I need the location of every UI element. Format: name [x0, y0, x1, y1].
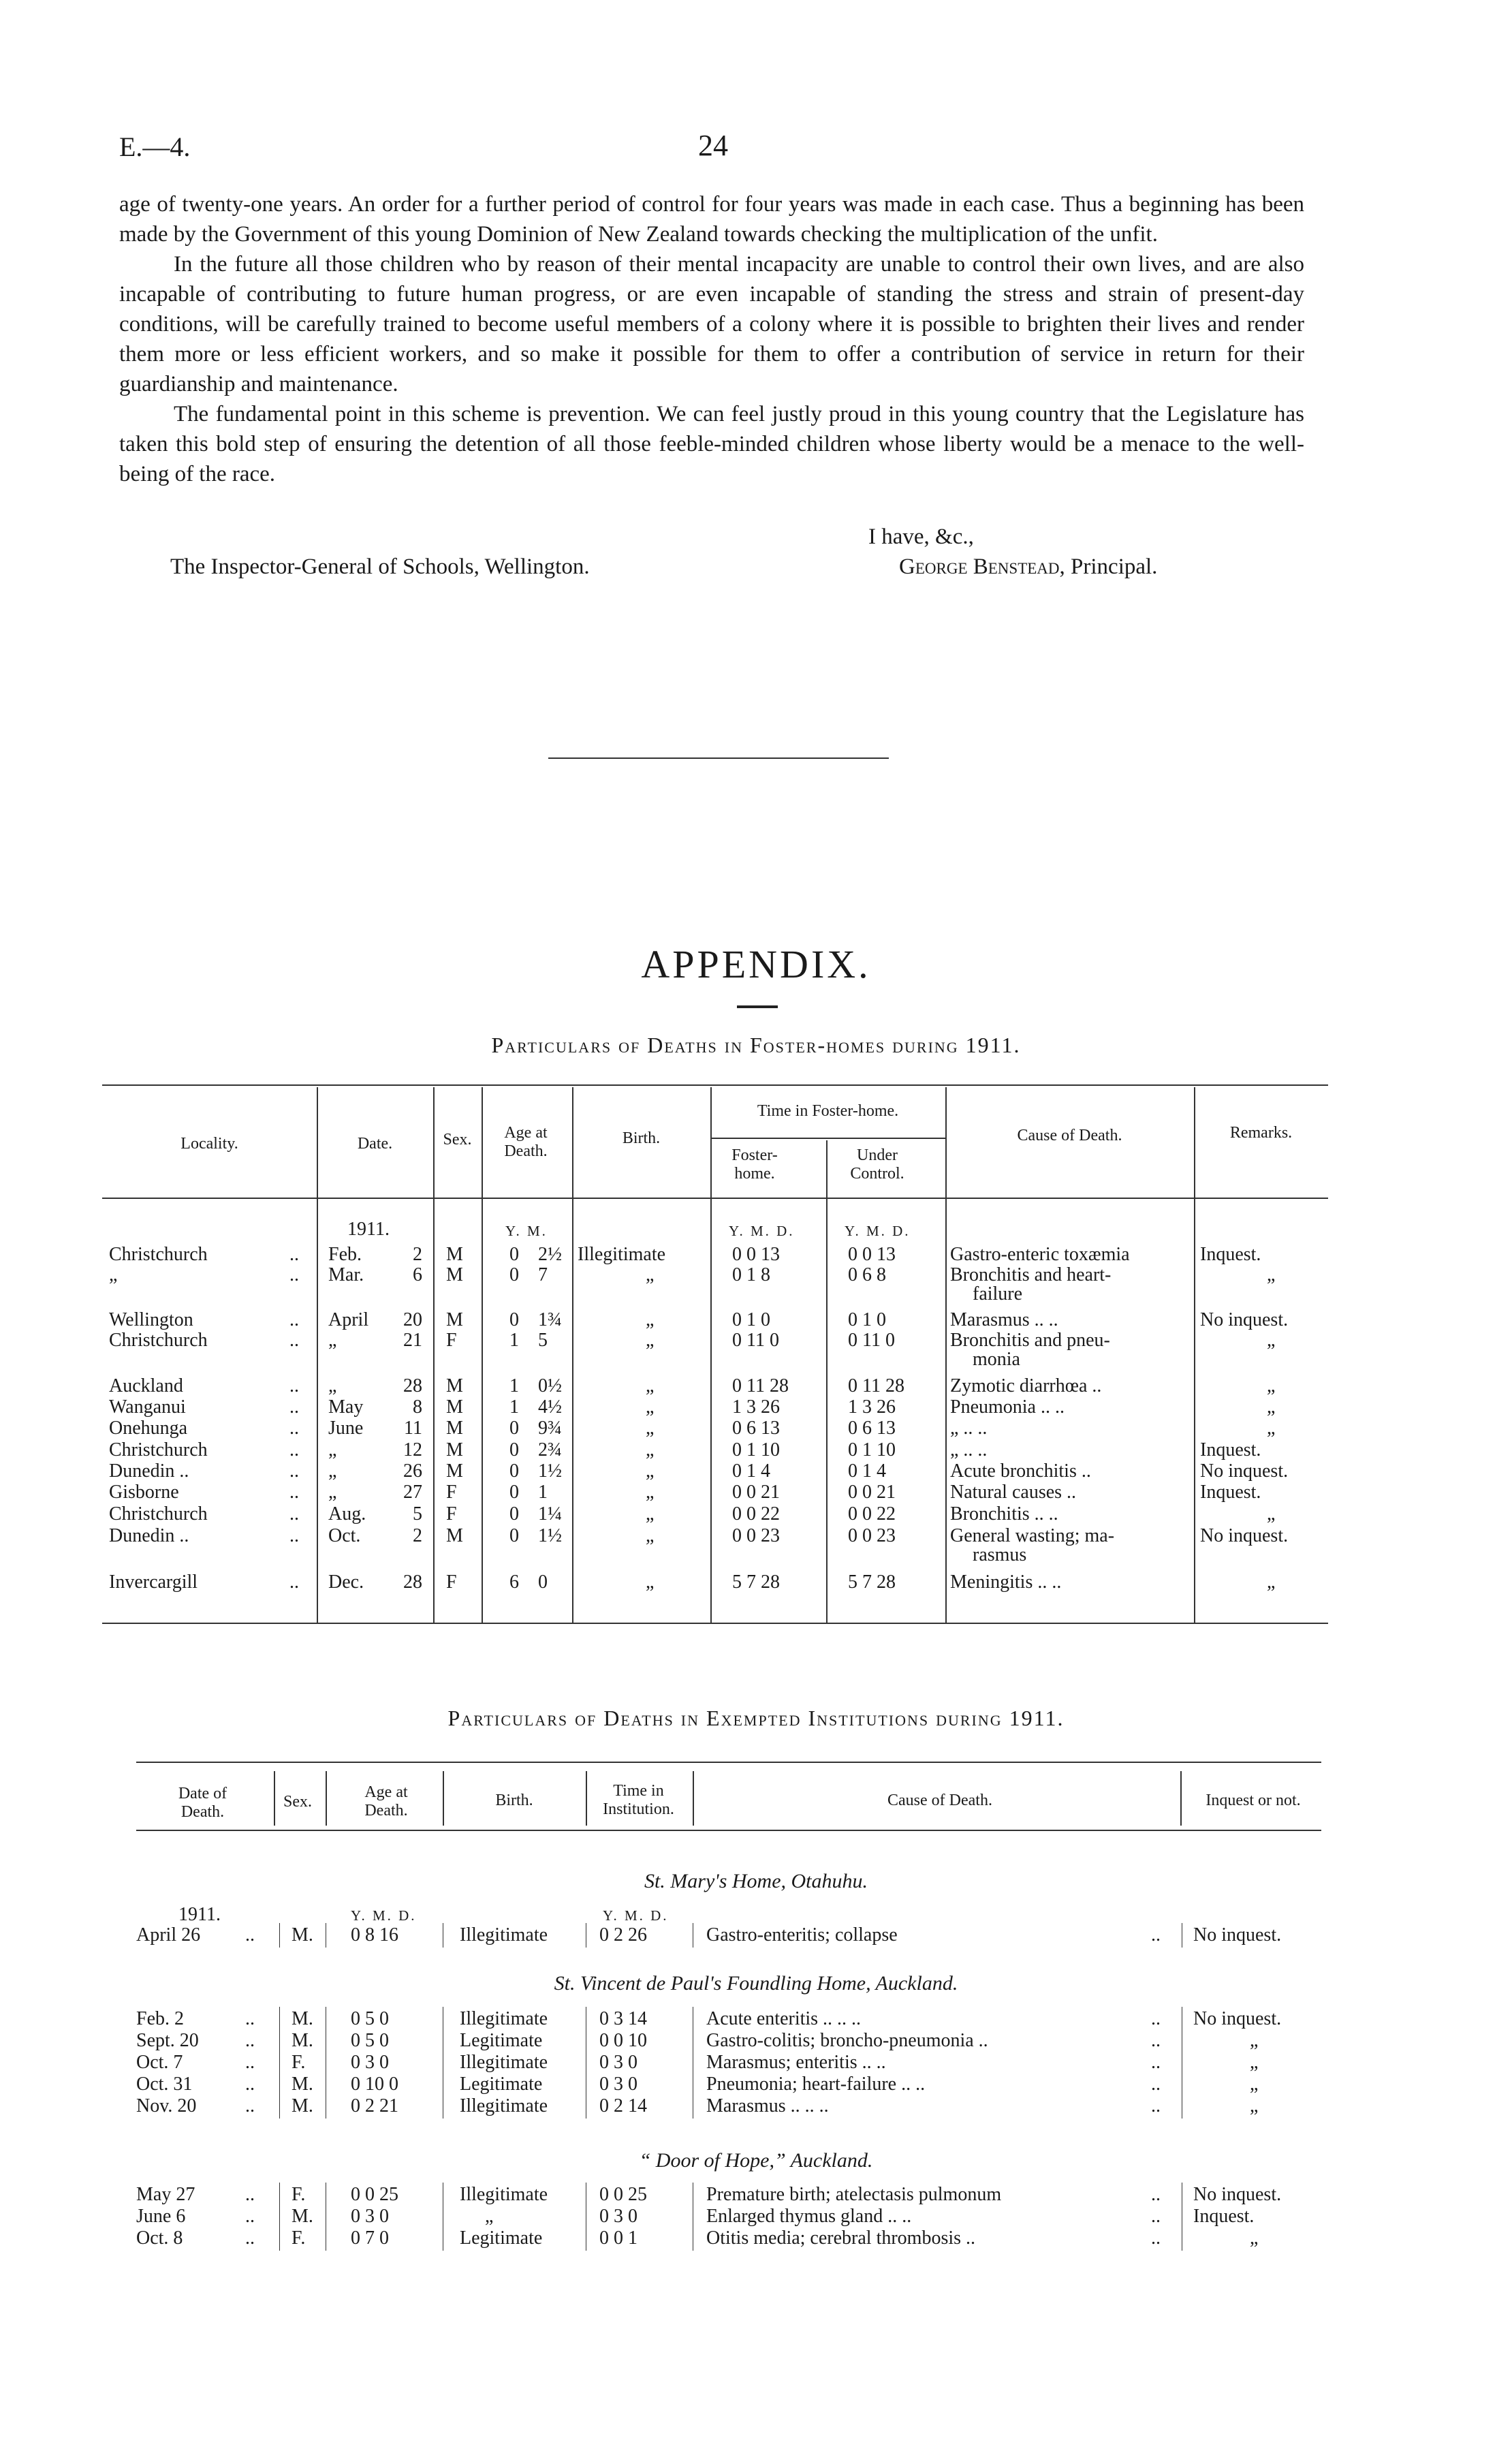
row-dots: ..	[289, 1503, 299, 1525]
row-sex: M.	[292, 2206, 313, 2227]
signature-name: George Benstead	[899, 554, 1060, 579]
row-age-months: 1¾	[538, 1309, 562, 1330]
section-heading: “ Door of Hope,” Auckland.	[639, 2149, 873, 2172]
row-birth: „	[646, 1375, 655, 1396]
row-foster-time: 0 0 13	[732, 1244, 780, 1265]
row-remarks: „	[1267, 1503, 1276, 1525]
table2-header-birth: Birth.	[495, 1792, 533, 1809]
table2-col-divider	[274, 1771, 275, 1826]
row-birth: „	[646, 1503, 655, 1525]
row-day: 2	[413, 1525, 422, 1546]
row-age: 0 10 0	[351, 2074, 398, 2095]
closing: I have, &c.,	[868, 525, 974, 549]
row-month: „	[328, 1482, 337, 1503]
row-date: Nov. 20	[136, 2095, 197, 2116]
table2-col-divider	[586, 1771, 587, 1826]
row-dots: ..	[245, 2052, 255, 2073]
row-birth: Legitimate	[460, 2228, 543, 2249]
row-day: 28	[403, 1572, 422, 1593]
series-label: E.—4.	[119, 131, 191, 162]
row-cause: Bronchitis and pneu-	[950, 1330, 1110, 1351]
table2-header-rule	[136, 1830, 1321, 1831]
row-day: 28	[403, 1375, 422, 1396]
row-locality: Auckland	[109, 1375, 183, 1396]
row-inquest: „	[1250, 2228, 1259, 2249]
row-age-years: 1	[509, 1375, 519, 1396]
row-age-years: 1	[509, 1396, 519, 1418]
table2-col-divider	[1180, 1771, 1182, 1826]
row-time: 0 2 14	[599, 2095, 647, 2116]
row-inquest: No inquest.	[1193, 2008, 1282, 2029]
row-inquest: No inquest.	[1193, 2184, 1282, 2205]
appendix-title: APPENDIX.	[641, 942, 871, 986]
paragraph-1: age of twenty-one years. An order for a further period of control for four years was made in each case. Thus a beginning has been made by the Government of this young Dominion of New Zealand towards checking the multiplication of the unfit.	[119, 192, 1304, 247]
row-locality: Wellington	[109, 1309, 193, 1330]
row-birth: „	[646, 1330, 655, 1351]
paragraph-3: The fundamental point in this scheme is prevention. We can feel justly proud in this young country that the Legislature has taken this bold step of ensuring the detention of all those feeble-minded children whose liberty would be a menace to the well-being of the race.	[119, 402, 1304, 486]
row-cause: General wasting; ma-	[950, 1525, 1115, 1546]
row-age-years: 6	[509, 1572, 519, 1593]
table2-header-date: Date of Death.	[178, 1785, 227, 1821]
table2-col-divider	[443, 1771, 444, 1826]
section-time-units: Y. M. D.	[603, 1907, 669, 1924]
row-inquest: „	[1250, 2095, 1259, 2116]
section-age-units: Y. M. D.	[351, 1907, 417, 1924]
row-time: 0 3 0	[599, 2074, 637, 2095]
row-birth: Illegitimate	[460, 2184, 548, 2205]
row-dots: ..	[1151, 2052, 1161, 2073]
row-birth: Illegitimate	[460, 2052, 548, 2073]
row-locality: Onehunga	[109, 1418, 188, 1439]
row-birth: „	[646, 1396, 655, 1418]
row-cause: Pneumonia; heart-failure .. ..	[706, 2074, 926, 2095]
row-dots: ..	[289, 1375, 299, 1396]
table1-header-time: Time in Foster-home.	[757, 1102, 899, 1120]
row-control-time: 0 0 21	[848, 1482, 896, 1503]
table1-header-sex: Sex.	[443, 1131, 472, 1148]
row-month: May	[328, 1396, 364, 1418]
row-age: 0 3 0	[351, 2206, 389, 2227]
table2-title: Particulars of Deaths in Exempted Institutions during 1911.	[447, 1706, 1065, 1730]
row-day: 5	[413, 1503, 422, 1525]
row-month: Aug.	[328, 1503, 366, 1525]
row-sex: F	[446, 1572, 457, 1593]
row-birth: „	[646, 1418, 655, 1439]
row-inquest: No inquest.	[1193, 1924, 1282, 1945]
table2-header-inquest: Inquest or not.	[1206, 1792, 1301, 1809]
row-birth: „	[646, 1460, 655, 1482]
row-cause: Gastro-enteritis; collapse	[706, 1924, 898, 1945]
row-birth: Illegitimate	[460, 2095, 548, 2116]
row-time: 0 0 10	[599, 2030, 647, 2051]
row-inquest: „	[1250, 2052, 1259, 2073]
row-cause: Natural causes ..	[950, 1482, 1077, 1503]
row-remarks: „	[1267, 1264, 1276, 1285]
row-month: „	[328, 1439, 337, 1460]
row-remarks: No inquest.	[1200, 1460, 1289, 1482]
row-foster-time: 0 1 8	[732, 1264, 770, 1285]
table1-title: Particulars of Deaths in Foster-homes during 1911.	[491, 1033, 1021, 1057]
row-dots: ..	[245, 2074, 255, 2095]
row-month: Dec.	[328, 1572, 364, 1593]
row-cause: Meningitis .. ..	[950, 1572, 1062, 1593]
table2-row-divider	[279, 1923, 280, 1948]
row-age-years: 0	[509, 1418, 519, 1439]
row-cause: Acute bronchitis ..	[950, 1460, 1091, 1482]
row-sex: M.	[292, 2095, 313, 2116]
row-time: 0 3 0	[599, 2052, 637, 2073]
row-control-time: 1 3 26	[848, 1396, 896, 1418]
row-dots: ..	[245, 2206, 255, 2227]
row-date: Oct. 7	[136, 2052, 183, 2073]
row-month: „	[328, 1460, 337, 1482]
row-foster-time: 0 1 0	[732, 1309, 770, 1330]
row-birth: Illegitimate	[460, 2008, 548, 2029]
row-age-months: 2½	[538, 1244, 562, 1265]
row-age-months: 9¾	[538, 1418, 562, 1439]
row-age-months: 1½	[538, 1460, 562, 1482]
row-dots: ..	[289, 1525, 299, 1546]
row-age-years: 0	[509, 1244, 519, 1265]
row-day: 6	[413, 1264, 422, 1285]
row-dots: ..	[289, 1439, 299, 1460]
row-dots: ..	[245, 1924, 255, 1945]
row-remarks: Inquest.	[1200, 1482, 1261, 1503]
row-dots: ..	[1151, 2074, 1161, 2095]
row-dots: ..	[1151, 2030, 1161, 2051]
row-date: Sept. 20	[136, 2030, 199, 2051]
table1-age-units: Y. M.	[505, 1223, 548, 1239]
row-cause: Marasmus .. ..	[950, 1309, 1058, 1330]
table1-header-cause: Cause of Death.	[1017, 1127, 1122, 1144]
table1-header-birth: Birth.	[622, 1129, 661, 1147]
row-control-time: 0 11 28	[848, 1375, 904, 1396]
row-sex: M	[446, 1525, 463, 1546]
row-time: 0 2 26	[599, 1924, 647, 1945]
row-dots: ..	[1151, 2206, 1161, 2227]
row-age-years: 0	[509, 1309, 519, 1330]
section-year: 1911.	[178, 1904, 221, 1925]
table2-row-divider	[279, 2183, 280, 2251]
row-cause: Marasmus .. .. ..	[706, 2095, 829, 2116]
row-dots: ..	[245, 2030, 255, 2051]
row-inquest: Inquest.	[1193, 2206, 1255, 2227]
row-sex: F	[446, 1482, 457, 1503]
row-cause: Enlarged thymus gland .. ..	[706, 2206, 912, 2227]
row-day: 27	[403, 1482, 422, 1503]
table2-row-divider	[279, 2007, 280, 2119]
addressee: The Inspector-General of Schools, Wellington.	[170, 554, 590, 579]
row-date: Feb. 2	[136, 2008, 184, 2029]
row-sex: F.	[292, 2184, 306, 2205]
row-control-time: 0 0 22	[848, 1503, 896, 1525]
row-cause: „ .. ..	[950, 1439, 988, 1460]
row-remarks: „	[1267, 1375, 1276, 1396]
row-control-time: 0 0 13	[848, 1244, 896, 1265]
row-dots: ..	[289, 1572, 299, 1593]
row-birth: „	[485, 2206, 494, 2227]
row-day: 20	[403, 1309, 422, 1330]
row-birth: Legitimate	[460, 2030, 543, 2051]
row-locality: Christchurch	[109, 1439, 208, 1460]
row-dots: ..	[1151, 2228, 1161, 2249]
row-birth: „	[646, 1309, 655, 1330]
row-birth: Legitimate	[460, 2074, 543, 2095]
row-day: 8	[413, 1396, 422, 1418]
table2-header-sex: Sex.	[283, 1793, 312, 1811]
row-sex: M.	[292, 2074, 313, 2095]
row-age-months: 1½	[538, 1525, 562, 1546]
row-date: Oct. 8	[136, 2228, 183, 2249]
row-foster-time: 0 11 28	[732, 1375, 789, 1396]
row-cause: „ .. ..	[950, 1418, 988, 1439]
row-control-time: 0 6 8	[848, 1264, 886, 1285]
row-age-months: 2¾	[538, 1439, 562, 1460]
row-cause: Bronchitis and heart-	[950, 1264, 1112, 1285]
row-sex: M	[446, 1418, 463, 1439]
row-age-months: 1	[538, 1482, 548, 1503]
row-month: Mar.	[328, 1264, 364, 1285]
row-sex: M	[446, 1439, 463, 1460]
row-cause: Otitis media; cerebral thrombosis ..	[706, 2228, 976, 2249]
row-sex: M	[446, 1264, 463, 1285]
row-age: 0 5 0	[351, 2030, 389, 2051]
row-control-time: 0 0 23	[848, 1525, 896, 1546]
table1-under-units: Y. M. D.	[845, 1223, 911, 1239]
row-sex: M	[446, 1396, 463, 1418]
row-dots: ..	[289, 1396, 299, 1418]
row-sex: M	[446, 1460, 463, 1482]
row-day: 26	[403, 1460, 422, 1482]
row-cause: Pneumonia .. ..	[950, 1396, 1065, 1418]
row-birth: Illegitimate	[460, 1924, 548, 1945]
row-time: 0 3 14	[599, 2008, 647, 2029]
row-month: April	[328, 1309, 369, 1330]
row-birth: „	[646, 1439, 655, 1460]
row-dots: ..	[289, 1264, 299, 1285]
row-age-months: 7	[538, 1264, 548, 1285]
row-dots: ..	[1151, 2095, 1161, 2116]
row-remarks: Inquest.	[1200, 1439, 1261, 1460]
row-time: 0 3 0	[599, 2206, 637, 2227]
row-age: 0 7 0	[351, 2228, 389, 2249]
row-day: 11	[404, 1418, 422, 1439]
row-dots: ..	[289, 1482, 299, 1503]
row-foster-time: 0 1 10	[732, 1439, 780, 1460]
row-sex: M	[446, 1309, 463, 1330]
row-date: May 27	[136, 2184, 195, 2205]
row-foster-time: 0 6 13	[732, 1418, 780, 1439]
table1-header-foster: Foster-home.	[731, 1146, 778, 1183]
row-foster-time: 0 11 0	[732, 1330, 779, 1351]
row-sex: F.	[292, 2052, 306, 2073]
row-age-years: 1	[509, 1330, 519, 1351]
row-age-months: 0	[538, 1572, 548, 1593]
table1-header-under: Under Control.	[850, 1146, 904, 1183]
row-birth: „	[646, 1482, 655, 1503]
table2-col-divider	[326, 1771, 327, 1826]
row-inquest: „	[1250, 2074, 1259, 2095]
row-locality: Wanganui	[109, 1396, 186, 1418]
row-age-months: 1¼	[538, 1503, 562, 1525]
row-foster-time: 0 0 23	[732, 1525, 780, 1546]
row-age-years: 0	[509, 1439, 519, 1460]
row-cause-cont: monia	[973, 1349, 1020, 1370]
row-age: 0 8 16	[351, 1924, 398, 1945]
row-cause: Premature birth; atelectasis pulmonum	[706, 2184, 1002, 2205]
row-dots: ..	[1151, 2184, 1161, 2205]
section-heading: St. Mary's Home, Otahuhu.	[644, 1870, 868, 1892]
row-foster-time: 0 0 22	[732, 1503, 780, 1525]
row-dots: ..	[289, 1330, 299, 1351]
row-foster-time: 0 0 21	[732, 1482, 780, 1503]
row-sex: M.	[292, 2008, 313, 2029]
row-foster-time: 1 3 26	[732, 1396, 780, 1418]
table2-top-rule	[136, 1762, 1321, 1763]
row-birth: „	[646, 1525, 655, 1546]
row-control-time: 5 7 28	[848, 1572, 896, 1593]
row-locality: Christchurch	[109, 1503, 208, 1525]
paragraph-2: In the future all those children who by reason of their mental incapacity are unable to control their own lives, and are also incapable of contributing to future human progress, or are even incapable of standing the stress and strain of present-day conditions, will be carefully trained to become useful members of a colony where it is possible to brighten their lives and render them more or less efficient workers, and so make it possible for them to offer a contribution of service in return for their guardianship and maintenance.	[119, 252, 1304, 396]
row-day: 2	[413, 1244, 422, 1265]
row-dots: ..	[245, 2228, 255, 2249]
row-locality: Christchurch	[109, 1330, 208, 1351]
row-dots: ..	[289, 1418, 299, 1439]
row-remarks: Inquest.	[1200, 1244, 1261, 1265]
row-dots: ..	[245, 2095, 255, 2116]
row-day: 21	[403, 1330, 422, 1351]
row-age-years: 0	[509, 1503, 519, 1525]
row-sex: F	[446, 1330, 457, 1351]
row-control-time: 0 1 4	[848, 1460, 886, 1482]
row-age: 0 3 0	[351, 2052, 389, 2073]
row-inquest: „	[1250, 2030, 1259, 2051]
row-remarks: No inquest.	[1200, 1309, 1289, 1330]
row-sex: F	[446, 1503, 457, 1525]
row-month: „	[328, 1375, 337, 1396]
row-locality: Christchurch	[109, 1244, 208, 1265]
row-age: 0 2 21	[351, 2095, 398, 2116]
row-cause: Acute enteritis .. .. ..	[706, 2008, 862, 2029]
row-month: June	[328, 1418, 364, 1439]
row-control-time: 0 11 0	[848, 1330, 895, 1351]
row-remarks: No inquest.	[1200, 1525, 1289, 1546]
page-number: 24	[698, 129, 728, 162]
row-time: 0 0 25	[599, 2184, 647, 2205]
row-month: „	[328, 1330, 337, 1351]
row-sex: M.	[292, 2030, 313, 2051]
row-cause: Marasmus; enteritis .. ..	[706, 2052, 886, 2073]
row-control-time: 0 1 10	[848, 1439, 896, 1460]
row-cause: Gastro-enteric toxæmia	[950, 1244, 1130, 1265]
row-sex: M	[446, 1375, 463, 1396]
signature-title: , Principal.	[1059, 554, 1158, 579]
row-remarks: „	[1267, 1396, 1276, 1418]
row-dots: ..	[289, 1244, 299, 1265]
row-date: June 6	[136, 2206, 186, 2227]
row-control-time: 0 1 0	[848, 1309, 886, 1330]
table1-header-locality: Locality.	[180, 1135, 238, 1153]
row-locality: Dunedin ..	[109, 1460, 189, 1482]
table1-header-age: Age at Death.	[504, 1124, 548, 1160]
row-age-years: 0	[509, 1264, 519, 1285]
row-dots: ..	[1151, 1924, 1161, 1945]
row-age: 0 0 25	[351, 2184, 398, 2205]
row-age-years: 0	[509, 1525, 519, 1546]
row-cause: Gastro-colitis; broncho-pneumonia ..	[706, 2030, 988, 2051]
table2-header-cause: Cause of Death.	[887, 1792, 992, 1809]
row-age: 0 5 0	[351, 2008, 389, 2029]
row-time: 0 0 1	[599, 2228, 637, 2249]
row-age-months: 5	[538, 1330, 548, 1351]
row-date: April 26	[136, 1924, 201, 1945]
row-remarks: „	[1267, 1330, 1276, 1351]
row-date: Oct. 31	[136, 2074, 193, 2095]
row-foster-time: 0 1 4	[732, 1460, 770, 1482]
row-control-time: 0 6 13	[848, 1418, 896, 1439]
row-locality: Gisborne	[109, 1482, 179, 1503]
row-dots: ..	[1151, 2008, 1161, 2029]
row-day: 12	[403, 1439, 422, 1460]
row-remarks: „	[1267, 1572, 1276, 1593]
row-month: Oct.	[328, 1525, 361, 1546]
row-cause-cont: rasmus	[973, 1544, 1027, 1565]
table2-col-divider	[693, 1771, 694, 1826]
row-birth: „	[646, 1572, 655, 1593]
row-birth: „	[646, 1264, 655, 1285]
row-remarks: „	[1267, 1418, 1276, 1439]
row-dots: ..	[245, 2008, 255, 2029]
row-cause-cont: failure	[973, 1283, 1023, 1304]
table2-header-age: Age at Death.	[364, 1783, 408, 1819]
row-sex: M	[446, 1244, 463, 1265]
table1-header-remarks: Remarks.	[1229, 1124, 1293, 1142]
row-month: Feb.	[328, 1244, 362, 1265]
row-locality: Invercargill	[109, 1572, 198, 1593]
row-cause: Bronchitis .. ..	[950, 1503, 1058, 1525]
table1-year: 1911.	[347, 1219, 390, 1240]
row-foster-time: 5 7 28	[732, 1572, 780, 1593]
table2-header-time: Time in Institution.	[603, 1782, 674, 1818]
row-birth: Illegitimate	[578, 1244, 666, 1265]
section-heading: St. Vincent de Paul's Foundling Home, Auckland.	[554, 1972, 958, 1995]
row-sex: F.	[292, 2228, 306, 2249]
row-dots: ..	[289, 1460, 299, 1482]
row-age-months: 0½	[538, 1375, 562, 1396]
table1-header-date: Date.	[357, 1135, 393, 1153]
row-locality: Dunedin ..	[109, 1525, 189, 1546]
row-dots: ..	[289, 1309, 299, 1330]
row-age-months: 4½	[538, 1396, 562, 1418]
row-locality: „	[109, 1264, 118, 1285]
row-sex: M.	[292, 1924, 313, 1945]
row-age-years: 0	[509, 1482, 519, 1503]
row-cause: Zymotic diarrhœa ..	[950, 1375, 1102, 1396]
table1-foster-units: Y. M. D.	[729, 1223, 795, 1239]
row-dots: ..	[245, 2184, 255, 2205]
row-age-years: 0	[509, 1460, 519, 1482]
